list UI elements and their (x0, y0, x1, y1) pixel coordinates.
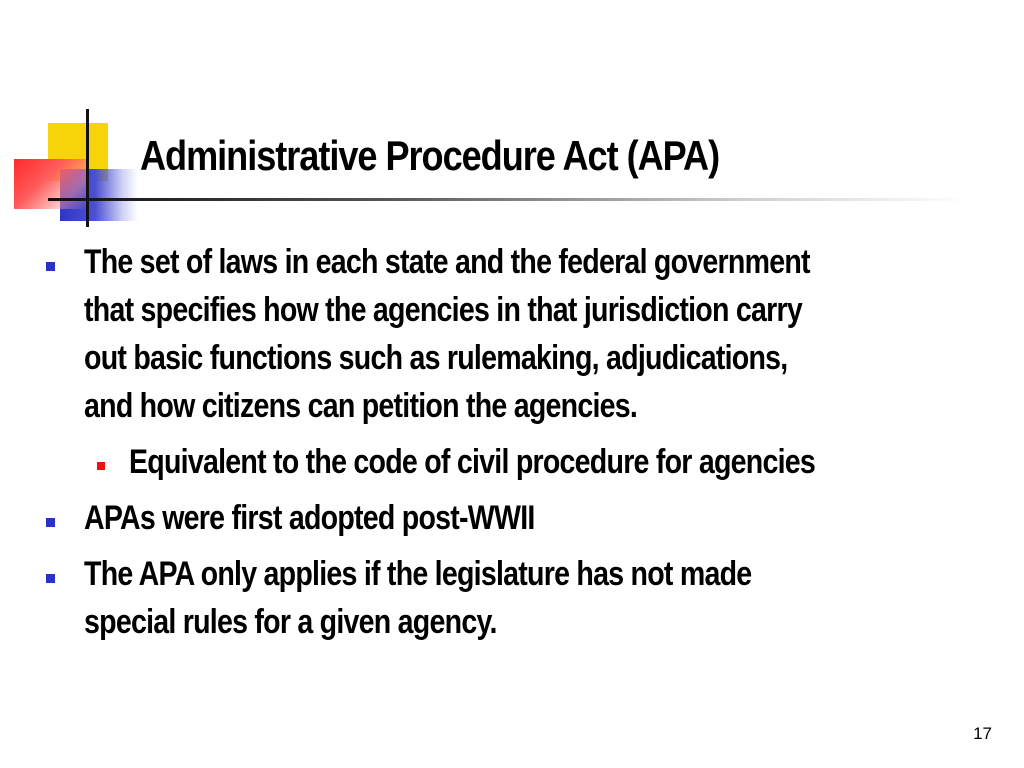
sub-bullet-text (129, 438, 815, 486)
bullet-line: special rules for a given agency. (84, 603, 497, 641)
square-sub-bullet-icon (97, 462, 105, 470)
bullet-line: APAs were first adopted post-WWII (84, 499, 535, 537)
bullet-line: Equivalent to the code of civil procedure for agencies (129, 443, 816, 481)
bullet-line: out basic functions such as rulemaking, adjudications, (84, 339, 788, 377)
bullet-text (84, 550, 751, 646)
bullet-line: The APA only applies if the legislature has not made (84, 555, 752, 593)
bullet-text (84, 238, 810, 430)
bullet-line: The set of laws in each state and the federal government (84, 243, 810, 281)
bullet-text (84, 494, 535, 542)
square-bullet-icon (46, 518, 55, 527)
square-bullet-icon (46, 574, 55, 583)
square-bullet-icon (46, 262, 55, 271)
slide-title: Administrative Procedure Act (APA) (140, 132, 720, 179)
page-number: 17 (973, 724, 992, 743)
bullet-line: that specifies how the agencies in that jurisdiction carry (84, 291, 802, 329)
bullet-line: and how citizens can petition the agencies. (84, 387, 638, 425)
